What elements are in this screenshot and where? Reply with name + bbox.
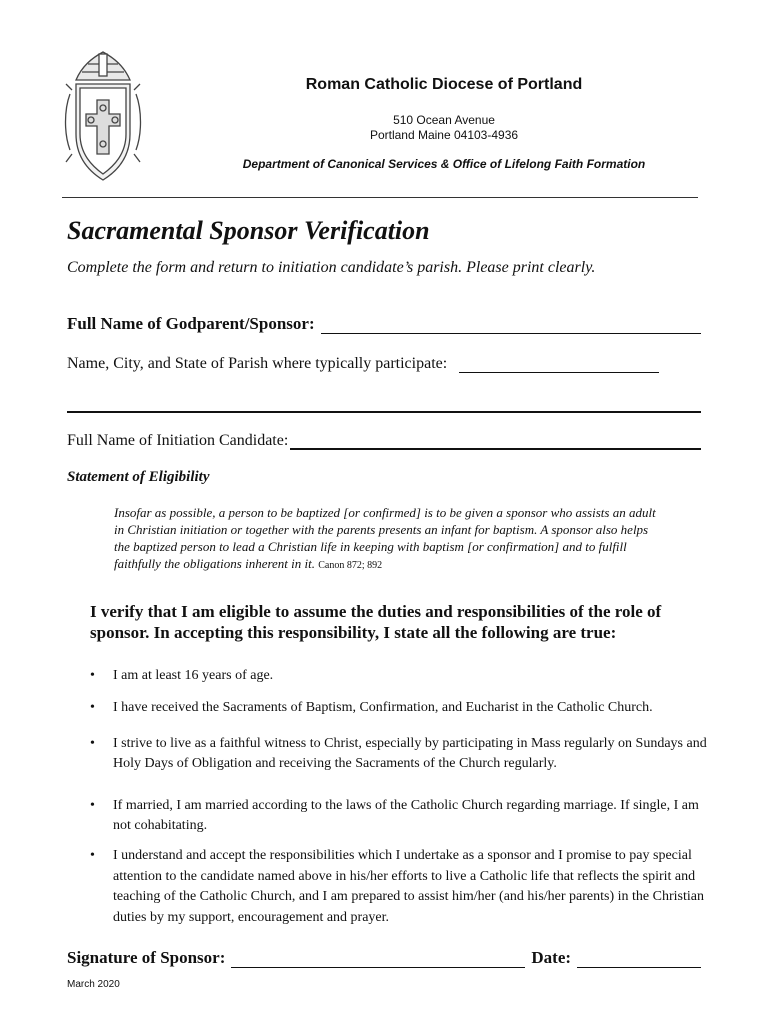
date-label: Date: — [531, 948, 572, 967]
signature-row — [67, 948, 701, 968]
address-line-1: 510 Ocean Avenue — [393, 113, 495, 127]
parish-label: Name, City, and State of Parish where typically participate: — [67, 355, 448, 372]
diocese-crest-logo — [62, 50, 144, 184]
signature-field[interactable] — [231, 953, 525, 968]
list-item: • I have received the Sacraments of Baptism, Confirmation, and Eucharist in the Catholic Church. — [90, 698, 710, 718]
verify-statement: I verify that I am eligible to assume the duties and responsibilities of the role of sponsor. In accepting this responsibility, I state all the following are true: — [90, 602, 662, 642]
list-item: • I understand and accept the responsibilities which I undertake as a sponsor and I promise to pay special attention to the candidate named above in his/her efforts to live a Catholic life that reflects the spirit and teaching of the Catholic Church, and I am prepared to assist him/her (and his/her parents) in the Christian duties by my support, encouragement and prayer. — [90, 846, 710, 928]
date-field[interactable] — [577, 953, 701, 968]
eligibility-quote-text: Insofar as possible, a person to be baptized [or confirmed] is to be given a sponsor who assists an adult in Christian initiation or together with the parents presents an infant for baptism. A sponsor also helps the baptized person to lead a Christian life in keeping with baptism [or confirmation] and to fulfill faithfully the obligations inherent in it. — [114, 505, 656, 571]
revision-date: March 2020 — [67, 979, 120, 990]
signature-label: Signature of Sponsor: — [67, 948, 226, 967]
canon-reference: Canon 872; 892 — [318, 560, 383, 571]
parish-field-continuation[interactable] — [67, 411, 701, 413]
organization-name: Roman Catholic Diocese of Portland — [305, 76, 583, 93]
parish-row — [67, 355, 701, 373]
candidate-row — [67, 432, 701, 450]
form-title: Sacramental Sponsor Verification — [67, 216, 430, 245]
eligibility-quote — [114, 504, 664, 574]
list-item: • I am at least 16 years of age. — [90, 666, 710, 686]
candidate-label: Full Name of Initiation Candidate: — [67, 432, 289, 449]
form-instructions: Complete the form and return to initiation candidate’s parish. Please print clearly. — [67, 259, 596, 276]
department-name: Department of Canonical Services & Office of Lifelong Faith Formation — [242, 157, 646, 171]
sponsor-name-row — [67, 314, 701, 334]
candidate-name-field[interactable] — [290, 434, 701, 450]
parish-field[interactable] — [459, 358, 659, 373]
list-item: • I strive to live as a faithful witness to Christ, especially by participating in Mass regularly on Sundays and Holy Days of Obligation and receiving the Sacraments of the Church regularly. — [90, 734, 710, 773]
eligibility-heading: Statement of Eligibility — [67, 469, 210, 485]
sponsor-name-field[interactable] — [321, 319, 701, 334]
sponsor-name-label: Full Name of Godparent/Sponsor: — [67, 314, 315, 333]
address-line-2: Portland Maine 04103-4936 — [369, 128, 519, 142]
header-divider — [62, 197, 698, 198]
list-item: • If married, I am married according to the laws of the Catholic Church regarding marriage. If single, I am not cohabitating. — [90, 796, 710, 835]
